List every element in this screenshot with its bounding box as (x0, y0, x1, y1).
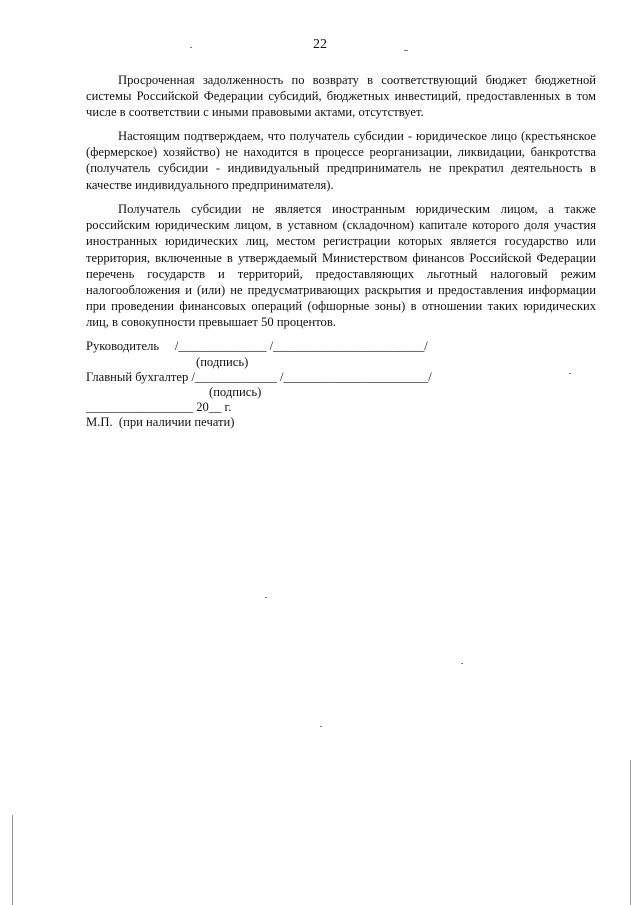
scan-speck (404, 50, 408, 51)
scan-speck (320, 726, 322, 727)
accountant-signature-line: Главный бухгалтер /_____________ /_______________________/ (86, 370, 432, 384)
scan-speck (190, 47, 192, 48)
paragraph-foreign-entity: Получатель субсидии не является иностранным юридическим лицом, а также российским юридическим лицом, в уставном (складочном) капитале которого доля участия иностранных юридических лиц, местом регистрации которых является государство или территория, включенные в утверждаемый Министерством финансов Российской Федерации перечень государств и территорий, предоставляющих льготный налоговый режим налогообложения и (или) не предусматривающих раскрытия и предоставления информации при проведении финансовых операций (офшорные зоны) в отношении таких юридических лиц, в совокупности превышает 50 процентов. (86, 202, 596, 330)
stamp-line: М.П. (при наличии печати) (86, 415, 235, 429)
scan-speck (569, 373, 571, 374)
scan-speck (265, 597, 267, 598)
paragraph-arrears: Просроченная задолженность по возврату в соответствующий бюджет бюджетной системы Российской Федерации субсидий, бюджетных инвестиций, предоставленных в том числе в соответствии с иными правовыми актами, отсутствует. (86, 73, 596, 120)
scan-speck (461, 663, 463, 664)
head-signature-caption: (подпись) (196, 355, 249, 369)
paragraph-confirmation: Настоящим подтверждаем, что получатель субсидии - юридическое лицо (крестьянское (фермерское) хозяйство) не находится в процессе реорганизации, ликвидации, банкротства (получатель субсидии - индивидуальный предприниматель не прекратил деятельность в качестве индивидуального предпринимателя). (86, 129, 596, 192)
scan-edge-line (630, 760, 631, 905)
date-line: _________________ 20__ г. (86, 400, 232, 414)
accountant-signature-caption: (подпись) (209, 385, 262, 399)
page-number: 22 (313, 37, 327, 52)
head-signature-line: Руководитель /______________ /________________________/ (86, 339, 428, 353)
scan-edge-line (12, 815, 13, 905)
